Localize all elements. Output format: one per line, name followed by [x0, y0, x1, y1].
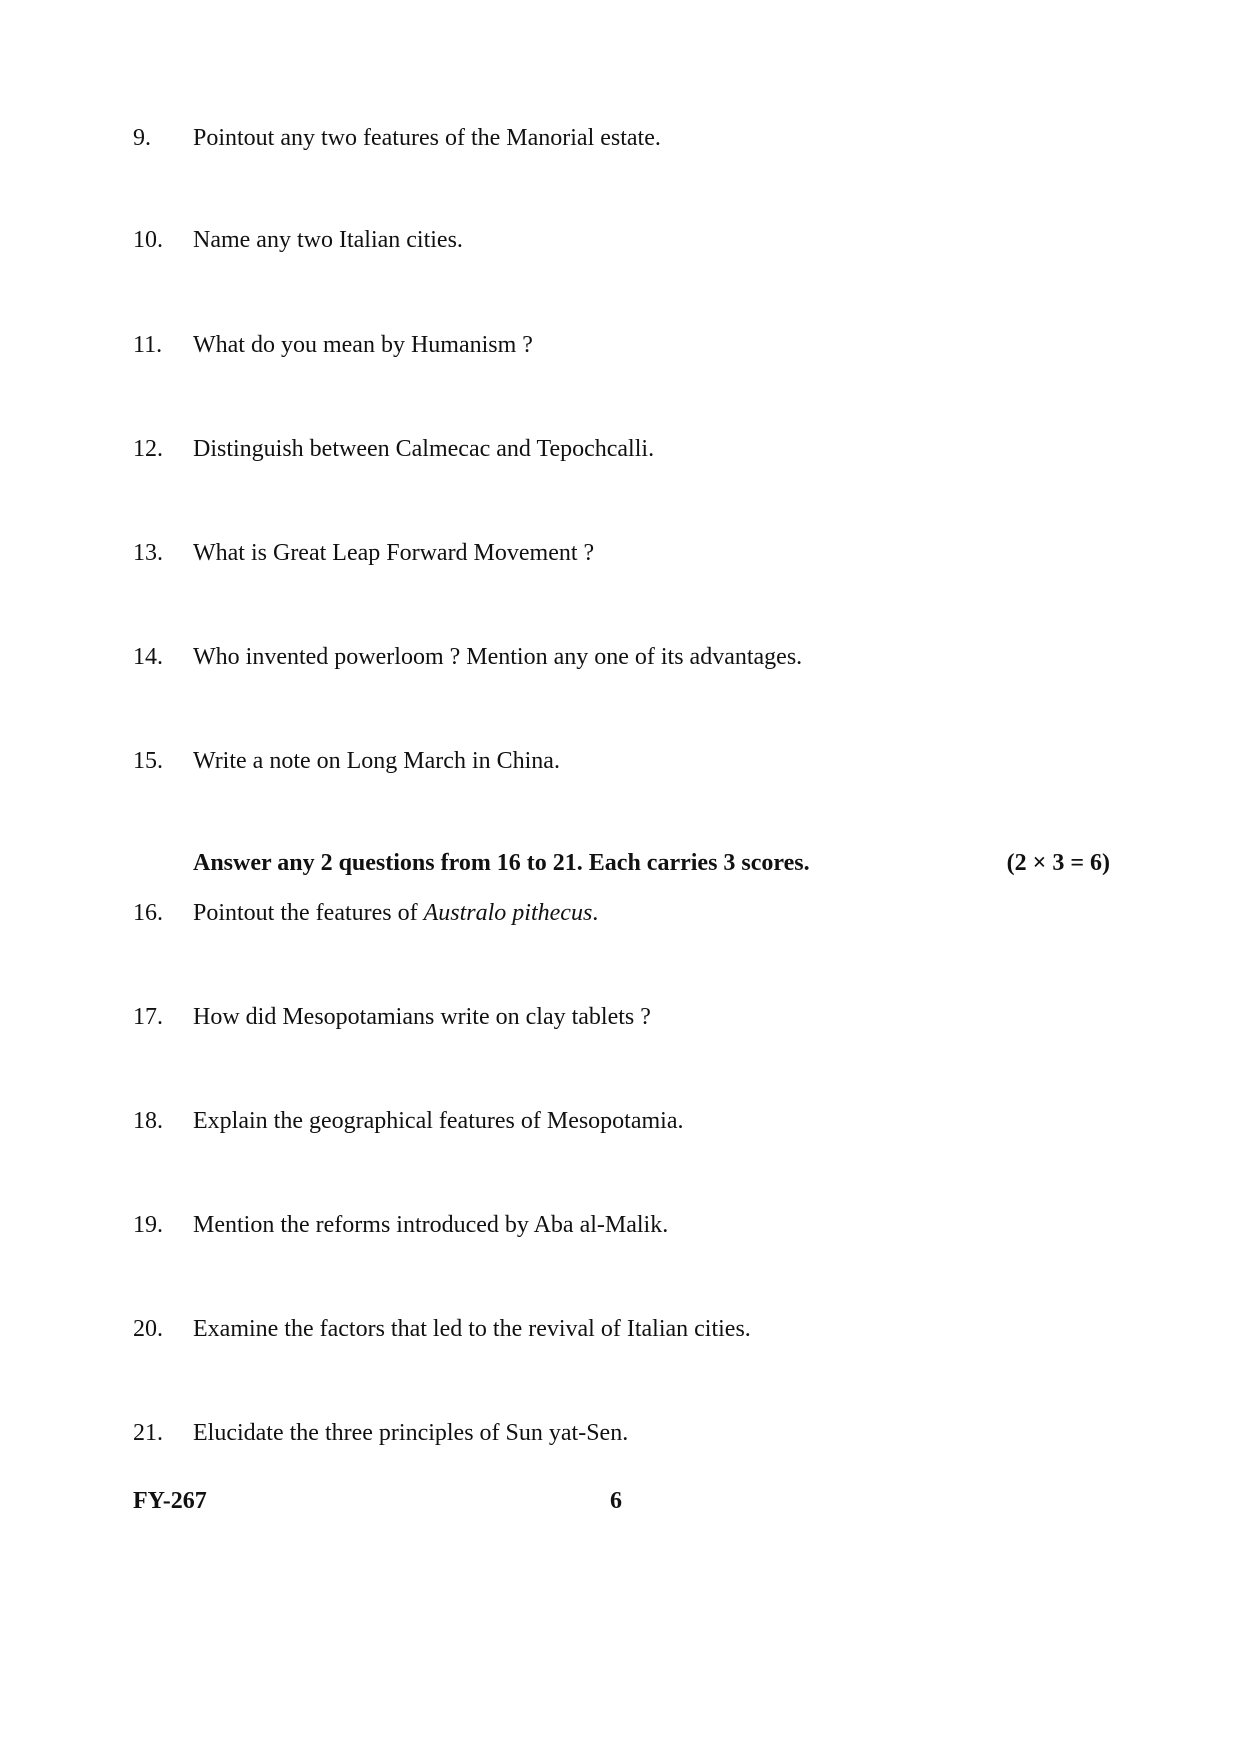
question-20: [133, 1314, 751, 1344]
question-19: [133, 1210, 668, 1240]
question-18: [133, 1106, 684, 1136]
question-text: Pointout any two features of the Manorial estate.: [193, 125, 661, 151]
question-number: 12.: [133, 436, 163, 462]
question-text: Elucidate the three principles of Sun yat-Sen.: [193, 1420, 629, 1446]
question-text: Examine the factors that led to the revival of Italian cities.: [193, 1316, 751, 1342]
question-text: Name any two Italian cities.: [193, 227, 463, 253]
question-number: 15.: [133, 748, 163, 774]
question-number: 13.: [133, 540, 163, 566]
question-text: Explain the geographical features of Mesopotamia.: [193, 1108, 684, 1134]
question-text-part: Pointout the features of: [193, 900, 424, 926]
question-number: 17.: [133, 1004, 163, 1030]
question-text: What do you mean by Humanism ?: [193, 332, 533, 358]
question-text: Distinguish between Calmecac and Tepochcalli.: [193, 436, 655, 462]
question-10: [133, 225, 463, 255]
question-text: How did Mesopotamians write on clay tablets ?: [193, 1004, 651, 1030]
question-12: [133, 434, 654, 464]
question-text: Who invented powerloom ? Mention any one of its advantages.: [193, 644, 803, 670]
question-number: 9.: [133, 125, 151, 151]
question-16: [133, 898, 598, 928]
question-9: [133, 123, 661, 153]
section-marks: (2 × 3 = 6): [1006, 850, 1110, 876]
question-text: What is Great Leap Forward Movement ?: [193, 540, 595, 566]
question-text-italic: Australo pithecus: [423, 900, 593, 926]
paper-code: FY-267: [133, 1488, 207, 1514]
question-number: 19.: [133, 1212, 163, 1238]
question-number: 11.: [133, 332, 163, 358]
question-text: [193, 900, 598, 926]
section-instruction-text: Answer any 2 questions from 16 to 21. Each carries 3 scores.: [193, 850, 810, 876]
section-instruction: [193, 848, 1110, 878]
question-21: [133, 1418, 628, 1448]
question-number: 21.: [133, 1420, 163, 1446]
question-text-part: .: [592, 900, 599, 926]
question-number: 20.: [133, 1316, 163, 1342]
question-number: 10.: [133, 227, 163, 253]
question-11: [133, 330, 533, 360]
question-number: 16.: [133, 900, 163, 926]
question-text: Mention the reforms introduced by Aba al-Malik.: [193, 1212, 669, 1238]
question-text: Write a note on Long March in China.: [193, 748, 560, 774]
question-number: 18.: [133, 1108, 163, 1134]
page-number: 6: [610, 1488, 622, 1514]
question-13: [133, 538, 594, 568]
question-17: [133, 1002, 651, 1032]
question-14: [133, 642, 802, 672]
question-number: 14.: [133, 644, 163, 670]
question-15: [133, 746, 560, 776]
